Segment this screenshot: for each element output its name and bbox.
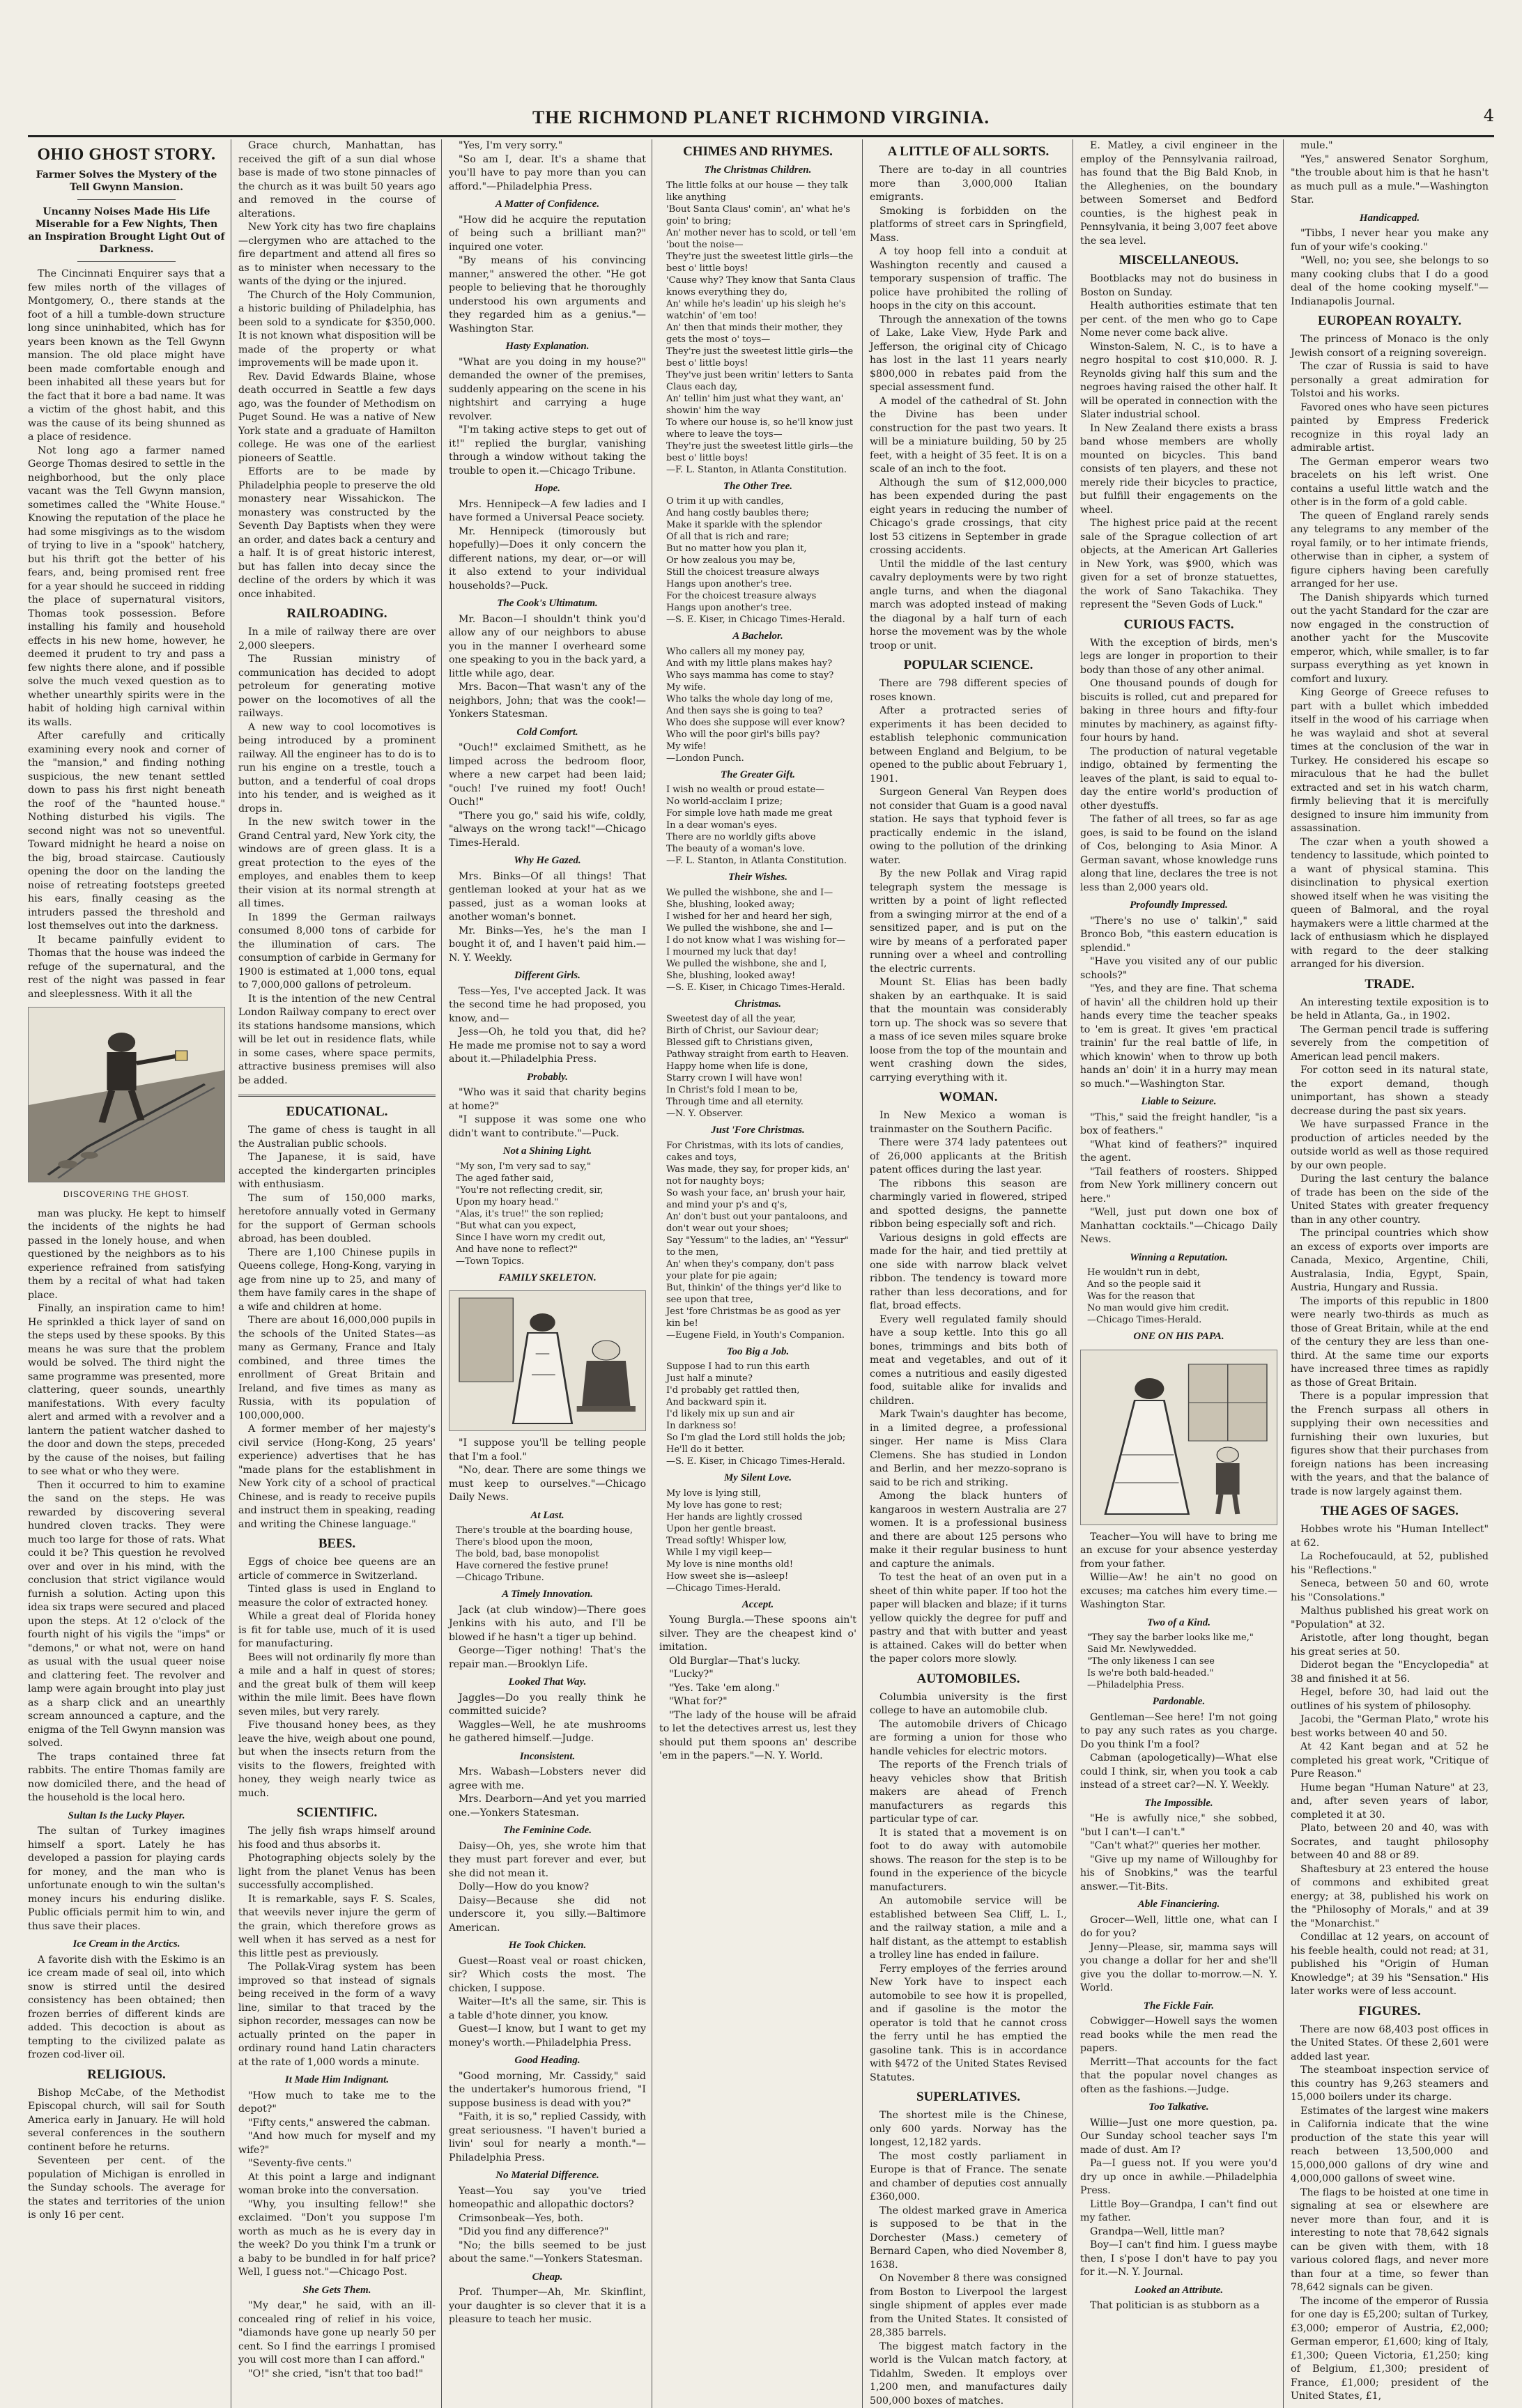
- column-1: [28, 139, 231, 2408]
- article-paragraph: "I suppose it was some one who didn't want to contribute."—Puck.: [449, 1113, 646, 1141]
- article-paragraph: Aristotle, after long thought, began his great series at 50.: [1291, 1632, 1489, 1659]
- subheading: Good Heading.: [449, 2054, 646, 2068]
- article-paragraph: That politician is as stubborn as a: [1080, 2299, 1277, 2313]
- article-paragraph: The most costly parliament in Europe is that of France. The senate and chamber of deputies cost annually £360,000.: [870, 2150, 1067, 2205]
- article-paragraph: The flags to be hoisted at one time in signaling at sea or elsewhere are never more than four, and it is interesting to note that 78,642 signals can be given with them, with 18 various colored flags, and never more than four at a time, so fewer than 78,642 signals can be given.: [1291, 2186, 1489, 2295]
- column-6: [1080, 139, 1284, 2408]
- verse: We pulled the wishbone, she and I— She, blushing, looked away; I wished for her and heard her sigh, We pulled the wishbone, she and I— I do not know what I was wishing for— I mourned my luck that day! We pulled the wishbone, she and I, She, blushing, looked away! —S. E. Kiser, in Chicago Times-Herald.: [659, 887, 856, 994]
- subheading: Too Talkative.: [1080, 2101, 1277, 2115]
- article-paragraph: Columbia university is the first college to have an automobile club.: [870, 1691, 1067, 1718]
- article-paragraph: The oldest marked grave in America is supposed to be that in the Dorchester (Mass.) cemetery of Bernard Capen, who died November 8, 1638.: [870, 2205, 1067, 2273]
- article-paragraph: The ribbons this season are charmingly varied in flowered, striped and spotted designs, the pannette ribbon being especially soft and rich.: [870, 1178, 1067, 1232]
- page-columns: [28, 139, 1494, 1937]
- article-paragraph: "So am I, dear. It's a shame that you'll have to pay more than you can afford."—Philadelphia Press.: [449, 153, 646, 194]
- article-paragraph: Winston-Salem, N. C., is to have a negro hospital to cost $10,000. R. J. Reynolds giving half this sum and the negroes having raised the other half. It will be operated in connection with the Slater industrial school.: [1080, 341, 1277, 422]
- article-paragraph: George—Tiger nothing! That's the repair man.—Brooklyn Life.: [449, 1644, 646, 1672]
- article-paragraph: Seventeen per cent. of the population of Michigan is enrolled in the Sunday schools. The average for the states and territories of the union is only 16 per cent.: [28, 2154, 225, 2223]
- subheading: The Christmas Children.: [659, 164, 856, 178]
- article-paragraph: The principal countries which show an excess of exports over imports are Canada, Mexico, Argentine, Chili, Australasia, India, Egypt, Spain, Austria, Hungary and Russia.: [1291, 1227, 1489, 1295]
- article-paragraph: In 1899 the German railways consumed 8,000 tons of carbide for the illumination of cars. The consumption of carbide in Germany for 1900 is estimated at 1,000 tons, equal to 7,000,000 gallons of petroleum.: [238, 911, 436, 993]
- subheading: The Impossible.: [1080, 1797, 1277, 1811]
- article-paragraph: Estimates of the largest wine makers in California indicate that the wine production of the state this year will reach between 13,500,000 and 15,000,000 gallons of dry wine and 4,000,000 gallons of sweet wine.: [1291, 2105, 1489, 2186]
- article-paragraph: Cabman (apologetically)—What else could I think, sir, when you took a cab instead of a street car?—N. Y. Weekly.: [1080, 1752, 1277, 1793]
- article-paragraph: There are to-day in all countries more than 3,000,000 Italian emigrants.: [870, 164, 1067, 205]
- article-paragraph: "No, dear. There are some things we must keep to ourselves."—Chicago Daily News.: [449, 1464, 646, 1505]
- article-paragraph: Five thousand honey bees, as they leave the hive, weigh about one pound, but when the insects return from the visits to the flowers, freighted with honey, they weigh nearly twice as much.: [238, 1719, 436, 1800]
- article-paragraph: The sum of 150,000 marks, heretofore annually voted in Germany for the support of German schools abroad, has been doubled.: [238, 1192, 436, 1247]
- verse: My love is lying still, My love has gone to rest; Her hands are lightly crossed Upon her gentle breast. Tread softly! Whisper low, While I my vigil keep— My love is nine months old! How sweet she is—asleep! —Chicago Times-Herald.: [659, 1488, 856, 1594]
- article-paragraph: Daisy—Because she did not underscore it, you silly.—Baltimore American.: [449, 1894, 646, 1936]
- article-paragraph: man was plucky. He kept to himself the incidents of the nights he had passed in the lonely house, and when questioned by the neighbors as to his experience refrained from satisfying them by a recital of what had taken place.: [28, 1207, 225, 1303]
- article-paragraph: Plato, between 20 and 40, was with Socrates, and taught philosophy between 40 and 88 or 89.: [1291, 1822, 1489, 1863]
- subheading: No Material Difference.: [449, 2169, 646, 2183]
- verse: The little folks at our house — they talk like anything 'Bout Santa Claus' comin', an' what he's goin' to bring; An' mother never has to scold, or tell 'em 'bout the noise— They're just the sweetest little girls—the best o' little boys! 'Cause why? They know that Santa Claus knows everything they do, An' while he's leadin' up his sleigh he's watchin' of 'em too! An' then that minds their mother, they gets the most o' toys— They're just the sweetest little girls—the best o' little boys! They've just been writin' letters to Santa Claus each day, An' tellin' him just what they want, an' showin' him the way To where our house is, so he'll know just where to leave the toys— They're just the sweetest little girls—the best o' little boys! —F. L. Stanton, in Atlanta Constitution.: [659, 180, 856, 476]
- article-paragraph: A former member of her majesty's civil service (Hong-Kong, 25 years' experience) advertises that he has "made plans for the establishment in New York city of a school of practical Chinese, and is ready to receive pupils and instruct them in speaking, reading and writing the Chinese language.": [238, 1423, 436, 1531]
- article-paragraph: Gentleman—See here! I'm not going to pay any such rates as you charge. Do you think I'm a fool?: [1080, 1711, 1277, 1752]
- subheading: Hope.: [449, 482, 646, 496]
- section-heading-chimes-and-rhymes: CHIMES AND RHYMES.: [659, 144, 856, 160]
- article-paragraph: Pa—I guess not. If you were you'd dry up once in awhile.—Philadelphia Press.: [1080, 2157, 1277, 2198]
- article-paragraph: Diderot began the "Encyclopedia" at 38 and finished it at 56.: [1291, 1659, 1489, 1686]
- subheading: Looked an Attribute.: [1080, 2284, 1277, 2298]
- article-paragraph: Mrs. Bacon—That wasn't any of the neighbors, John; that was the cook!—Yonkers Statesman.: [449, 681, 646, 722]
- verse: Who callers all my money pay, And with my little plans makes hay? Who says mamma has come to stay? My wife. Who talks the whole day long of me, And then says she is going to tea? Who does she suppose will ever know? Who will the poor girl's bills pay? My wife! —London Punch.: [659, 646, 856, 764]
- article-paragraph: There are now 68,403 post offices in the United States. Of these 2,601 were added last year.: [1291, 2023, 1489, 2064]
- article-paragraph: Health authorities estimate that ten per cent. of the men who go to Cape Nome never come back alive.: [1080, 300, 1277, 341]
- article-paragraph: Jacobi, the "German Plato," wrote his best works between 40 and 50.: [1291, 1713, 1489, 1741]
- article-paragraph: "What kind of feathers?" inquired the agent.: [1080, 1139, 1277, 1166]
- subheading: Sultan Is the Lucky Player.: [28, 1809, 225, 1823]
- verse: Suppose I had to run this earth Just half a minute? I'd probably get rattled then, And backward spin it. I'd likely mix up sun and air In darkness so! So I'm glad the Lord still holds the job; He'll do it better. —S. E. Kiser, in Chicago Times-Herald.: [659, 1361, 856, 1467]
- article-paragraph: Bootblacks may not do business in Boston on Sunday.: [1080, 272, 1277, 300]
- article-paragraph: "Seventy-five cents.": [238, 2157, 436, 2171]
- subheading: A Timely Innovation.: [449, 1588, 646, 1602]
- column-3: [449, 139, 652, 2408]
- article-paragraph: Photographing objects solely by the light from the planet Venus has been successfully accomplished.: [238, 1852, 436, 1893]
- article-paragraph: During the last century the balance of trade has been on the side of the United States with greater frequency than in any other country.: [1291, 1173, 1489, 1227]
- article-paragraph: "Yes. Take 'em along.": [659, 1682, 856, 1696]
- article-paragraph: The German emperor wears two bracelets on his left wrist. One contains a useful little watch and the other is in the form of a gold cable.: [1291, 456, 1489, 510]
- subheading: A Bachelor.: [659, 630, 856, 644]
- subheading: FAMILY SKELETON.: [449, 1272, 646, 1286]
- article-paragraph: The Danish shipyards which turned out the yacht Standard for the czar are now engaged in the construction of another yacht for the Muscovite emperor, which, while smaller, is to far surpass everything as yet known in comfort and luxury.: [1291, 592, 1489, 687]
- section-heading-figures: FIGURES.: [1291, 2003, 1489, 2019]
- article-paragraph: "And how much for myself and my wife?": [238, 2130, 436, 2157]
- subheading: At Last.: [449, 1509, 646, 1523]
- article-paragraph: The czar of Russia is said to have personally a great admiration for Tolstoi and his works.: [1291, 360, 1489, 401]
- article-paragraph: Hobbes wrote his "Human Intellect" at 62.: [1291, 1523, 1489, 1550]
- article-paragraph: It is the intention of the new Central London Railway company to erect over its stations handsome mansions, which will be let out in residence flats, while in some cases, where space permits, attractive business premises will also be added.: [238, 993, 436, 1088]
- article-paragraph: Not long ago a farmer named George Thomas desired to settle in the neighborhood, but the only place vacant was the Tell Gwynn mansion, sometimes called the "White House." Knowing the reputation of the place he had some misgivings as to the wisdom of trying to live in a "spook" hatchery, but his thrift got the better of his fears, and, being promised rent free for a year should he succeed in ridding the place of supernatural visitors, Thomas took possession. Before installing his family and household effects in his new home, however, he deemed it prudent to try and pass a few nights there alone, and if possible solve the much vexed question as to whether unearthly spirits were in the habit of holding high carnival within its walls.: [28, 445, 225, 730]
- article-paragraph: Tess—Yes, I've accepted Jack. It was the second time he had proposed, you know, and—: [449, 985, 646, 1026]
- article-paragraph: Until the middle of the last century cavalry deployments were by two right angle turns, and when the diagonal march was adopted instead of making the diagonal by a half turn of each horse the movement was by the whole troop or unit.: [870, 558, 1067, 654]
- article-paragraph: The traps contained three fat rabbits. The entire Thomas family are now domiciled there, and the head of the household is the local hero.: [28, 1751, 225, 1805]
- subheading: Cheap.: [449, 2271, 646, 2285]
- article-paragraph: Yeast—You say you've tried homeopathic and allopathic doctors?: [449, 2185, 646, 2212]
- subheading: ONE ON HIS PAPA.: [1080, 1330, 1277, 1344]
- article-paragraph: "This," said the freight handler, "is a box of feathers.": [1080, 1111, 1277, 1139]
- article-paragraph: "Tail feathers of roosters. Shipped from New York millinery concern out here.": [1080, 1166, 1277, 1207]
- article-paragraph: "There you go," said his wife, coldly, "always on the wrong tack!"—Chicago Times-Herald.: [449, 810, 646, 851]
- article-paragraph: "Have you visited any of our public schools?": [1080, 955, 1277, 982]
- ghost-story-deck: Farmer Solves the Mystery of the Tell Gwynn Mansion.: [28, 169, 225, 194]
- subheading: A Matter of Confidence.: [449, 198, 646, 212]
- article-paragraph: E. Matley, a civil engineer in the employ of the Pennsylvania railroad, has found that the Big Bald Knob, in the Alleghenies, on the boundary between Somerset and Bedford counties, is the highest peak in Pennsylvania, it being 3,007 feet above the sea level.: [1080, 139, 1277, 248]
- article-paragraph: Hume began "Human Nature" at 23, and, after seven years of labor, completed it at 30.: [1291, 1782, 1489, 1823]
- article-paragraph: The Russian ministry of communication has decided to adopt petroleum for generating motive power on the locomotives of all the railways.: [238, 653, 436, 721]
- article-paragraph: The game of chess is taught in all the Australian public schools.: [238, 1124, 436, 1151]
- verse: I wish no wealth or proud estate— No world-acclaim I prize; For simple love hath made me great In a dear woman's eyes. There are no worldly gifts above The beauty of a woman's love. —F. L. Stanton, in Atlanta Constitution.: [659, 784, 856, 867]
- article-paragraph: There are 798 different species of roses known.: [870, 677, 1067, 704]
- article-paragraph: Efforts are to be made by Philadelphia people to preserve the old monastery near Wissahickon. The monastery was constructed by the Seventh Day Baptists when they were an order, and dates back a century and a half. It is of great historic interest, but has fallen into decay since the decline of the orders by which it was once inhabited.: [238, 465, 436, 601]
- article-paragraph: "Did you find any difference?": [449, 2225, 646, 2239]
- article-paragraph: "Well, no; you see, she belongs to so many cooking clubs that I do a good deal of the home cooking myself."—Indianapolis Journal.: [1291, 254, 1489, 309]
- article-paragraph: "Lucky?": [659, 1668, 856, 1682]
- family-skeleton-illustration: [449, 1290, 646, 1431]
- divider: [238, 1095, 436, 1097]
- article-paragraph: Shaftesbury at 23 entered the house of commons and exhibited great energy; at 38, published his work on the "Philosophy of Morals," and at 39 the "Monarchist.": [1291, 1863, 1489, 1931]
- article-paragraph: Mr. Binks—Yes, he's the man I bought it of, and I haven't paid him.—N. Y. Weekly.: [449, 925, 646, 966]
- subheading: He Took Chicken.: [449, 1939, 646, 1953]
- article-paragraph: Mrs. Wabash—Lobsters never did agree with me.: [449, 1766, 646, 1793]
- column-2: [238, 139, 442, 2408]
- masthead: [28, 105, 1494, 137]
- subheading: My Silent Love.: [659, 1472, 856, 1485]
- article-paragraph: Guest—I know, but I want to get my money's worth.—Philadelphia Press.: [449, 2023, 646, 2050]
- article-paragraph: Mrs. Binks—Of all things! That gentleman looked at your hat as we passed, just as a woman looks at another woman's bonnet.: [449, 870, 646, 925]
- article-paragraph: Tinted glass is used in England to measure the color of extracted honey.: [238, 1583, 436, 1610]
- article-paragraph: "Tibbs, I never hear you make any fun of your wife's cooking.": [1291, 227, 1489, 254]
- article-paragraph: "Yes, and they are fine. That schema of havin' all the children hold up their hands every time the teacher speaks to 'em is great. It gives 'em practical trainin' fur the real battle of life, in which knowin' when to throw up both hands an' doin' it in a hurry may mean so much."—Washington Star.: [1080, 982, 1277, 1091]
- article-paragraph: The queen of England rarely sends any telegrams to any member of the royal family, or to her intimate friends, otherwise than in cipher, a system of figure ciphers having been carefully arranged for her use.: [1291, 510, 1489, 592]
- article-paragraph: "Yes," answered Senator Sorghum, "the trouble about him is that he hasn't as much pull as a mule."—Washington Star.: [1291, 153, 1489, 208]
- article-paragraph: There were 374 lady patentees out of 26,000 applicants at the British patent offices during the last year.: [870, 1136, 1067, 1178]
- article-paragraph: The German pencil trade is suffering severely from the competition of American lead pencil makers.: [1291, 1024, 1489, 1065]
- article-paragraph: After a protracted series of experiments it has been decided to establish telephonic communication between England and Belgium, to be opened to the public about February 1, 1901.: [870, 704, 1067, 786]
- article-paragraph: The Pollak-Virag system has been improved so that instead of signals being received in the form of a wavy line, similar to that traced by the siphon recorder, messages can now be actually printed on the paper in ordinary round hand Latin characters at the rate of 1,000 words a minute.: [238, 1961, 436, 2069]
- article-paragraph: Seneca, between 50 and 60, wrote his "Consolations.": [1291, 1577, 1489, 1605]
- divider: [77, 199, 176, 200]
- article-paragraph: Merritt—That accounts for the fact that the popular novel changes as often as the fashions.—Judge.: [1080, 2056, 1277, 2097]
- verse: "They say the barber looks like me," Said Mr. Newlywedded. "The only likeness I can see Is we're both bald-headed." —Philadelphia Press.: [1080, 1632, 1277, 1691]
- article-paragraph: The steamboat inspection service of this country has 9,263 steamers and 15,000 boilers under its charge.: [1291, 2064, 1489, 2105]
- one-on-his-papa-illustration: [1080, 1350, 1277, 1525]
- article-paragraph: An automobile service will be established between Sea Cliff, L. I., and the railway station, a mile and a half distant, as the attempt to establish a trolley line has ended in failure.: [870, 1894, 1067, 1963]
- article-paragraph: Waiter—It's all the same, sir. This is a table d'hote dinner, you know.: [449, 1996, 646, 2023]
- section-heading-scientific: SCIENTIFIC.: [238, 1805, 436, 1821]
- article-paragraph: "O!" she cried, "isn't that too bad!": [238, 2368, 436, 2382]
- article-paragraph: "Who was it said that charity begins at home?": [449, 1086, 646, 1113]
- article-paragraph: Willie—Just one more question, pa. Our Sunday school teacher says I'm made of dust. Am I?: [1080, 2117, 1277, 2158]
- subheading: Profoundly Impressed.: [1080, 899, 1277, 913]
- article-paragraph: With the exception of birds, men's legs are longer in proportion to their body than those of any other animal.: [1080, 637, 1277, 678]
- ghost-story-subdeck: Uncanny Noises Made His Life Miserable for a Few Nights, Then an Inspiration Brought Light Out of Darkness.: [28, 206, 225, 256]
- subheading: Handicapped.: [1291, 212, 1489, 226]
- subheading: Not a Shining Light.: [449, 1145, 646, 1159]
- article-paragraph: Surgeon General Van Reypen does not consider that Guam is a good naval station. He says that typhoid fever is practically endemic in the island, owing to the pollution of the drinking water.: [870, 786, 1067, 867]
- one-on-his-papa-drawing: [1081, 1350, 1277, 1525]
- article-paragraph: The production of natural vegetable indigo, obtained by fermenting the leaves of the plant, is said to equal to-day the entire world's production of other dyestuffs.: [1080, 746, 1277, 814]
- article-paragraph: While a great deal of Florida honey is fit for table use, much of it is used for manufacturing.: [238, 1610, 436, 1651]
- article-paragraph: The reports of the French trials of heavy vehicles show that British makers are ahead of French manufacturers as regards this particular type of car.: [870, 1759, 1067, 1827]
- article-paragraph: The income of the emperor of Russia for one day is £5,200; sultan of Turkey, £3,000; emperor of Austria, £2,000; German emperor, £1,600; king of Italy, £1,300; Queen Victoria, £1,250; king of Belgium, £1,300; president of France, £1,000; president of the United States, £1,: [1291, 2295, 1489, 2404]
- subheading: Their Wishes.: [659, 871, 856, 885]
- article-paragraph: In the new switch tower in the Grand Central yard, New York city, the windows are of green glass. It is a great protection to the eyes of the employes, and enables them to keep their vision at its normal strength at all times.: [238, 816, 436, 911]
- article-paragraph: A toy hoop fell into a conduit at Washington recently and caused a temporary suspension of traffic. The police have prohibited the rolling of hoops in the city on this account.: [870, 245, 1067, 314]
- article-paragraph: Crimsonbeak—Yes, both.: [449, 2212, 646, 2226]
- article-paragraph: Favored ones who have seen pictures painted by Empress Frederick recognize in this royal lady an admirable artist.: [1291, 401, 1489, 456]
- section-heading-superlatives: SUPERLATIVES.: [870, 2089, 1067, 2105]
- article-paragraph: "The lady of the house will be afraid to let the detectives arrest us, lest they should put them spoons an' describe 'em in the papers."—N. Y. World.: [659, 1709, 856, 1763]
- article-paragraph: It became painfully evident to Thomas that the house was indeed the refuge of the supernatural, and the rest of the night was passed in fear and sleeplessness. With it all the: [28, 934, 225, 1002]
- article-paragraph: The princess of Monaco is the only Jewish consort of a reigning sovereign.: [1291, 333, 1489, 360]
- subheading: Probably.: [449, 1071, 646, 1085]
- article-paragraph: At 42 Kant began and at 52 he completed his great work, "Critique of Pure Reason.": [1291, 1741, 1489, 1782]
- article-paragraph: Every well regulated family should have a soup kettle. Into this go all bones, trimmings and bits both of meat and vegetables, and out of it comes a nutritious and easily digested food, suitable alike for invalids and children.: [870, 1313, 1067, 1409]
- article-paragraph: "I suppose you'll be telling people that I'm a fool.": [449, 1437, 646, 1464]
- section-heading-automobiles: AUTOMOBILES.: [870, 1671, 1067, 1687]
- article-paragraph: At this point a large and indignant woman broke into the conversation.: [238, 2171, 436, 2198]
- article-paragraph: The father of all trees, so far as age goes, is said to be found on the island of Cos, belonging to Asia Minor. A German savant, whose knowledge runs along that line, declares the tree is not less than 2,000 years old.: [1080, 813, 1277, 895]
- article-paragraph: The automobile drivers of Chicago are forming a union for those who handle vehicles for electric motors.: [870, 1718, 1067, 1759]
- article-paragraph: Mrs. Hennipeck—A few ladies and I have formed a Universal Peace society.: [449, 498, 646, 525]
- article-paragraph: Mount St. Elias has been badly shaken by an earthquake. It is said that the mountain was considerably torn up. The shock was so severe that a mass of ice seven miles square broke loose from the top of the mountain and went crashing down the sides, carrying everything with it.: [870, 976, 1067, 1085]
- subheading: Able Financiering.: [1080, 1898, 1277, 1912]
- article-paragraph: It is stated that a movement is on foot to do away with automobile shows. The reason for the step is to be found in the experience of the bicycle manufacturers.: [870, 1827, 1067, 1895]
- article-paragraph: "Faith, it is so," replied Cassidy, with great seriousness. "I haven't buried a livin' soul for nearly a month."—Philadelphia Press.: [449, 2110, 646, 2165]
- article-paragraph: There are 1,100 Chinese pupils in Queens college, Hong-Kong, varying in age from nine up to 25, and many of them have family cares in the shape of a wife and children at home.: [238, 1247, 436, 1315]
- section-heading-bees: BEES.: [238, 1536, 436, 1552]
- verse: He wouldn't run in debt, And so the people said it Was for the reason that No man would give him credit. —Chicago Times-Herald.: [1080, 1267, 1277, 1326]
- article-paragraph: "There's no use o' talkin'," said Bronco Bob, "this eastern education is splendid.": [1080, 915, 1277, 956]
- article-paragraph: A new way to cool locomotives is being introduced by a prominent railway. All the engineer has to do is to run his engine on a trestle, touch a button, and a tenderful of coal drops into his tender, and is weighed as it drops in.: [238, 721, 436, 817]
- article-paragraph: Eggs of choice bee queens are an article of commerce in Switzerland.: [238, 1556, 436, 1583]
- article-paragraph: The highest price paid at the recent sale of the Sprague collection of art objects, at the American Art Galleries in New York, was $900, which was given for a set of bronze statuettes, the work of Sano Takachika. They represent the "Seven Gods of Luck.": [1080, 517, 1277, 612]
- article-paragraph: In New Zealand there exists a brass band whose members are wholly mounted on bicycles. This band consists of ten players, and these not merely ride their bicycles to practice, but fulfill their engagements on the wheel.: [1080, 422, 1277, 518]
- article-paragraph: In New Mexico a woman is trainmaster on the Southern Pacific.: [870, 1109, 1067, 1136]
- article-paragraph: On November 8 there was consigned from Boston to Liverpool the largest single shipment of apples ever made from the United States. It consisted of 28,385 barrels.: [870, 2272, 1067, 2340]
- ghost-illustration-caption: DISCOVERING THE GHOST.: [28, 1188, 225, 1202]
- article-paragraph: Bees will not ordinarily fly more than a mile and a half in quest of stores; and the great bulk of them will keep within the mile limit. Bees have flown seven miles, but very rarely.: [238, 1651, 436, 1720]
- section-heading-religious: RELIGIOUS.: [28, 2067, 225, 2083]
- article-paragraph: New York city has two fire chaplains—clergymen who are attached to the fire department and attend all fires so as to minister when necessary to the wants of the dying or the injured.: [238, 221, 436, 289]
- article-paragraph: Grandpa—Well, little man?: [1080, 2225, 1277, 2239]
- article-paragraph: "Well, just put down one box of Manhattan cocktails."—Chicago Daily News.: [1080, 1206, 1277, 1247]
- subheading: Liable to Seizure.: [1080, 1095, 1277, 1109]
- article-paragraph: The Church of the Holy Communion, a historic building of Philadelphia, has been sold to a syndicate for $350,000. It is not known what disposition will be made of the property or what improvements will be made upon it.: [238, 289, 436, 371]
- ghost-story-headline: OHIO GHOST STORY.: [28, 145, 225, 164]
- section-heading-all-sorts: A LITTLE OF ALL SORTS.: [870, 144, 1067, 160]
- subheading: Cold Comfort.: [449, 726, 646, 740]
- article-paragraph: Mr. Bacon—I shouldn't think you'd allow any of our neighbors to abuse you in the manner I overheard some one speaking to you in the back yard, a little while ago, dear.: [449, 613, 646, 681]
- article-paragraph: Hegel, before 30, had laid out the outlines of his system of philosophy.: [1291, 1686, 1489, 1713]
- article-paragraph: Grace church, Manhattan, has received the gift of a sun dial whose base is made of two stone pinnacles of the church as it was built 50 years ago and removed in the course of alterations.: [238, 139, 436, 221]
- article-paragraph: The biggest match factory in the world is the Vulcan match factory, at Tidahlm, Sweden. It employs over 1,200 men, and manufactures daily 500,000 boxes of matches.: [870, 2340, 1067, 2408]
- article-paragraph: An interesting textile exposition is to be held in Atlanta, Ga., in 1902.: [1291, 996, 1489, 1024]
- article-paragraph: "Yes, I'm very sorry.": [449, 139, 646, 153]
- article-paragraph: The sultan of Turkey imagines himself a sport. Lately he has developed a passion for playing cards for money, and the man who is unfortunate enough to win the sultan's money incurs his enduring dislike. Public officials permit him to win, and thus save their places.: [28, 1825, 225, 1934]
- article-paragraph: Boy—I can't find him. I guess maybe then, I s'pose I don't have to pay you for it.—N. Y. Journal.: [1080, 2239, 1277, 2280]
- article-paragraph: Jenny—Please, sir, mamma says will you change a dollar for her and she'll give you the dollar to-morrow.—N. Y. World.: [1080, 1941, 1277, 1996]
- divider: [77, 261, 176, 262]
- subheading: Accept.: [659, 1598, 856, 1612]
- article-paragraph: To test the heat of an oven put in a sheet of thin white paper. If too hot the paper will blacken and blaze; if it turns yellow quickly the degree for puff and pastry and that with butter and yeast is attained. Cakes will do better when the paper colors more slowly.: [870, 1571, 1067, 1667]
- article-paragraph: "Give up my name of Willoughby for his of Snobkins," was the tearful answer.—Tit-Bits.: [1080, 1853, 1277, 1894]
- article-paragraph: It is remarkable, says F. S. Scales, that weevils never injure the germ of the grain, which therefore grows as well when it has served as a nest for this little pest as previously.: [238, 1893, 436, 1961]
- article-paragraph: "By means of his convincing manner," answered the other. "He got people to believing that he thoroughly understood his own arguments and they regarded him as a genius."—Washington Star.: [449, 254, 646, 336]
- article-paragraph: The shortest mile is the Chinese, only 600 yards. Norway has the longest, 12,182 yards.: [870, 2109, 1067, 2150]
- article-paragraph: For cotton seed in its natural state, the export demand, though unimportant, has shown a steady decrease during the past six years.: [1291, 1064, 1489, 1118]
- verse: "My son, I'm very sad to say," The aged father said, "You're not reflecting credit, sir, Upon my hoary head." "Alas, it's true!" the son replied; "But what can you expect, Since I have worn my credit out, And have none to reflect?" —Town Topics.: [449, 1161, 646, 1267]
- article-paragraph: Willie—Aw! he ain't no good on excuses; ma catches him every time.—Washington Star.: [1080, 1571, 1277, 1612]
- section-heading-popular-science: POPULAR SCIENCE.: [870, 657, 1067, 673]
- subheading: Two of a Kind.: [1080, 1616, 1277, 1630]
- subheading: Looked That Way.: [449, 1676, 646, 1690]
- article-paragraph: Grocer—Well, little one, what can I do for you?: [1080, 1914, 1277, 1941]
- subheading: Inconsistent.: [449, 1750, 646, 1764]
- subheading: The Cook's Ultimatum.: [449, 597, 646, 611]
- column-5: [870, 139, 1073, 2408]
- article-paragraph: The Japanese, it is said, have accepted the kindergarten principles with enthusiasm.: [238, 1151, 436, 1192]
- article-paragraph: By the new Pollak and Virag rapid telegraph system the message is written by a point of light reflected from a swinging mirror at the end of a sensitized paper, and is put on the wire by means of a perforated paper running over a wheel and controlling the electric currents.: [870, 867, 1067, 976]
- article-paragraph: Condillac at 12 years, on account of his feeble health, could not read; at 31, published his "Origin of Human Knowledge"; at 39 his "Sensation." His later works were of less account.: [1291, 1931, 1489, 1999]
- article-paragraph: The Cincinnati Enquirer says that a few miles north of the villages of Montgomery, O., there stands at the foot of a hill a tumble-down structure long since uninhabited, which has for years been known as the Tell Gwynn mansion. The old place might have been made comfortable enough and been inhabited all these years but for the fact that it bore a bad name. It was a victim of the ghost habit, and this was the cause of its being shunned as a place of residence.: [28, 268, 225, 445]
- article-paragraph: After carefully and critically examining every nook and corner of the "mansion," and finding nothing suspicious, the new tenant settled down to pass his first night beneath the roof of the "haunted house." Nothing disturbed his vigils. The second night was not so uneventful. Toward midnight he heard a noise on the big, broad staircase. Cautiously opening the door on the landing the noise of retreating footsteps greeted his ears, finally ceasing as the intruders passed the threshold and lost themselves out into the darkness.: [28, 730, 225, 934]
- article-paragraph: "Why, you insulting fellow!" she exclaimed. "Don't you suppose I'm worth as much as he is every day in the week? Do you think I'm a trunk or a baby to be bundled in for half price? Well, I guess not."—Chicago Post.: [238, 2198, 436, 2280]
- subheading: The Other Tree.: [659, 480, 856, 494]
- subheading: Christmas.: [659, 998, 856, 1012]
- ghost-illustration: [28, 1007, 225, 1182]
- article-paragraph: "Can't what?" queries her mother.: [1080, 1839, 1277, 1853]
- article-paragraph: Jess—Oh, he told you that, did he? He made me promise not to say a word about it.—Philadelphia Press.: [449, 1026, 646, 1067]
- section-heading-european-royalty: EUROPEAN ROYALTY.: [1291, 313, 1489, 329]
- article-paragraph: Smoking is forbidden on the platforms of street cars in Springfield, Mass.: [870, 205, 1067, 246]
- column-4: [659, 139, 863, 2408]
- article-paragraph: In a mile of railway there are over 2,000 sleepers.: [238, 626, 436, 653]
- article-paragraph: The czar when a youth showed a tendency to lassitude, which pointed to a want of physical stamina. This disinclination to physical exertion showed itself when he was visiting the queen of Balmoral, and the royal haymakers were a little charmed at the lack of enthusiasm which he displayed with regard to the deer stalking arranged for his diversion.: [1291, 836, 1489, 972]
- article-paragraph: Dolly—How do you know?: [449, 1881, 646, 1894]
- article-paragraph: There are about 16,000,000 pupils in the schools of the United States—as many as Germany, France and Italy combined, and three times the enrollment of Great Britain and Ireland, and five times as many as Russia, with its population of 100,000,000.: [238, 1314, 436, 1423]
- article-paragraph: Finally, an inspiration came to him! He sprinkled a thick layer of sand on the steps used by these spooks. By this means he was sure that the problem would be solved. The third night the same programme was presented, more clattering, queer sounds, unearthly manifestations. With every faculty alert and armed with a revolver and a lantern the patient watcher dashed to the door and down the steps, preceded by the cause of the noises, but failing to see what or who they were.: [28, 1302, 225, 1479]
- subheading: Why He Gazed.: [449, 854, 646, 868]
- section-heading-educational: EDUCATIONAL.: [238, 1104, 436, 1120]
- verse: There's trouble at the boarding house, There's blood upon the moon, The bold, bad, base monopolist Have cornered the festive prune! —Chicago Tribune.: [449, 1525, 646, 1584]
- article-paragraph: Young Burgla.—These spoons ain't silver. They are the cheapest kind o' imitation.: [659, 1614, 856, 1655]
- section-heading-curious-facts: CURIOUS FACTS.: [1080, 617, 1277, 633]
- article-paragraph: Mrs. Dearborn—And yet you married one.—Yonkers Statesman.: [449, 1793, 646, 1820]
- article-paragraph: Mark Twain's daughter has become, in a limited degree, a professional singer. Her name is Miss Clara Clemens. She has studied in London and Berlin, and her mezzo-soprano is said to be rich and striking.: [870, 1408, 1067, 1490]
- article-paragraph: "No; the bills seemed to be just about the same."—Yonkers Statesman.: [449, 2239, 646, 2267]
- article-paragraph: "Fifty cents," answered the cabman.: [238, 2117, 436, 2131]
- article-paragraph: "My dear," he said, with an ill-concealed ring of relief in his voice, "diamonds have gone up nearly 50 per cent. So I find the earrings I promised you will cost more than I can afford.": [238, 2299, 436, 2368]
- section-heading-ages-of-sages: THE AGES OF SAGES.: [1291, 1503, 1489, 1519]
- article-paragraph: Little Boy—Grandpa, I can't find out my father.: [1080, 2198, 1277, 2225]
- article-paragraph: Among the black hunters of kangaroos in western Australia are 27 women. It is a professional business and there are about 125 persons who make it their regular business to hunt and capture the animals.: [870, 1490, 1067, 1571]
- article-paragraph: We have surpassed France in the production of articles needed by the outside world as well as those required by our own people.: [1291, 1118, 1489, 1173]
- column-7: [1291, 139, 1494, 2408]
- subheading: Pardonable.: [1080, 1695, 1277, 1709]
- article-paragraph: "Ouch!" exclaimed Smithett, as he limped across the bedroom floor, where a new carpet had been laid; "ouch! I've ruined my foot! Ouch! Ouch!": [449, 741, 646, 810]
- article-paragraph: A favorite dish with the Eskimo is an ice cream made of seal oil, into which snow is stirred until the desired consistency has been obtained; then frozen berries of different kinds are added. This decoction is about as tempting to the civilized palate as frozen cod-liver oil.: [28, 1954, 225, 2062]
- ghost-illustration-drawing: [29, 1008, 224, 1182]
- article-paragraph: "He is awfully nice," she sobbed, "but I can't—I can't.": [1080, 1812, 1277, 1839]
- article-paragraph: Teacher—You will have to bring me an excuse for your absence yesterday from your father.: [1080, 1531, 1277, 1572]
- family-skeleton-drawing: [449, 1291, 645, 1430]
- article-paragraph: Daisy—Oh, yes, she wrote him that they must part forever and ever, but she did not mean it.: [449, 1840, 646, 1881]
- subheading: Hasty Explanation.: [449, 340, 646, 354]
- article-paragraph: "How much to take me to the depot?": [238, 2090, 436, 2117]
- article-paragraph: Although the sum of $12,000,000 has been expended during the past eight years in reducing the number of Chicago's grade crossings, that city lost 53 citizens in September in grade crossing accidents.: [870, 477, 1067, 558]
- subheading: It Made Him Indignant.: [238, 2074, 436, 2087]
- article-paragraph: Various designs in gold effects are made for the hair, and tied prettily at one side with narrow black velvet ribbon. The tendency is toward more rather than less decorations, and for flat, broad effects.: [870, 1232, 1067, 1313]
- subheading: Different Girls.: [449, 969, 646, 983]
- article-paragraph: Prof. Thumper—Ah, Mr. Skinflint, your daughter is so clever that it is a pleasure to teach her music.: [449, 2286, 646, 2327]
- verse: For Christmas, with its lots of candies, cakes and toys, Was made, they say, for proper kids, an' not for naughty boys; So wash your face, an' brush your hair, and mind your p's and q's, An' don't bust out your pantaloons, and don't wear out your shoes; Say "Yessum" to the ladies, an' "Yessur" to the men, An' when they's company, don't pass your plate for pie again; But, thinkin' of the things yer'd like to see upon that tree, Jest 'fore Christmas be as good as yer kin be! —Eugene Field, in Youth's Companion.: [659, 1140, 856, 1341]
- article-paragraph: Cobwigger—Howell says the women read books while the men read the papers.: [1080, 2015, 1277, 2056]
- article-paragraph: Guest—Roast veal or roast chicken, sir? Which costs the most. The chicken, I suppose.: [449, 1955, 646, 1996]
- article-paragraph: Old Burglar—That's lucky.: [659, 1655, 856, 1669]
- section-heading-railroading: RAILROADING.: [238, 605, 436, 622]
- verse: Sweetest day of all the year, Birth of Christ, our Saviour dear; Blessed gift to Christians given, Pathway straight from earth to Heaven. Happy home when life is done, Starry crown I will have won! In Christ's fold I mean to be, Through time and all eternity. —N. Y. Observer.: [659, 1013, 856, 1120]
- article-paragraph: "How did he acquire the reputation of being such a brilliant man?" inquired one voter.: [449, 214, 646, 255]
- newspaper-title: THE RICHMOND PLANET RICHMOND VIRGINIA.: [28, 107, 1494, 128]
- subheading: The Greater Gift.: [659, 769, 856, 782]
- verse: O trim it up with candles, And hang costly baubles there; Make it sparkle with the splendor Of all that is rich and rare; But no matter how you plan it, Or how zealous you may be, Still the choicest treasure always Hangs upon another's tree. For the choicest treasure always Hangs upon another's tree. —S. E. Kiser, in Chicago Times-Herald.: [659, 495, 856, 626]
- page-number: 4: [1484, 106, 1494, 125]
- article-paragraph: "What for?": [659, 1695, 856, 1709]
- subheading: The Feminine Code.: [449, 1824, 646, 1838]
- article-paragraph: Bishop McCabe, of the Methodist Episcopal church, will sail for South America early in January. He will hold several conferences in the southern continent before he returns.: [28, 2087, 225, 2155]
- subheading: Just 'Fore Christmas.: [659, 1124, 856, 1138]
- article-paragraph: Waggles—Well, he ate mushrooms he gathered himself.—Judge.: [449, 1719, 646, 1746]
- article-paragraph: "I'm taking active steps to get out of it!" replied the burglar, vanishing through a window without taking the trouble to open it.—Chicago Tribune.: [449, 424, 646, 478]
- article-paragraph: Jack (at club window)—There goes Jenkins with his auto, and I'll be blowed if he hasn't a tiger up behind.: [449, 1604, 646, 1645]
- subheading: She Gets Them.: [238, 2284, 436, 2298]
- article-paragraph: Jaggles—Do you really think he committed suicide?: [449, 1692, 646, 1719]
- article-paragraph: The imports of this republic in 1800 were nearly two-thirds as much as those of Great Britain, while at the end of the century they are less than one-third. At the same time our exports have increased three times as rapidly as those of Great Britain.: [1291, 1295, 1489, 1391]
- article-paragraph: Mr. Hennipeck (timorously but hopefully)—Does it only concern the different nations, my dear, or—or will it also extend to your individual households?—Puck.: [449, 525, 646, 594]
- subheading: The Fickle Fair.: [1080, 2000, 1277, 2014]
- section-heading-woman: WOMAN.: [870, 1089, 1067, 1105]
- section-heading-trade: TRADE.: [1291, 976, 1489, 992]
- article-paragraph: Ferry employes of the ferries around New York have to inspect each automobile to see how it is propelled, and if gasoline is the motor the operator is told that he cannot cross the ferry until he has emptied the gasoline tank. This is in accordance with §472 of the United States Revised Statutes.: [870, 1963, 1067, 2085]
- subheading: Winning a Reputation.: [1080, 1251, 1277, 1265]
- article-paragraph: "Good morning, Mr. Cassidy," said the undertaker's humorous friend, "I suppose business is dead with you?": [449, 2070, 646, 2111]
- article-paragraph: mule.": [1291, 139, 1489, 153]
- article-paragraph: One thousand pounds of dough for biscuits is rolled, cut and prepared for baking in three hours and fifty-four minutes by machinery, as against fifty-four hours by hand.: [1080, 677, 1277, 746]
- article-paragraph: La Rochefoucauld, at 52, published his "Reflections.": [1291, 1550, 1489, 1577]
- article-paragraph: Then it occurred to him to examine the sand on the steps. He was rewarded by discovering several hundred cloven tracks. They were much too large for those of rats. What could it be? This question he revolved over and over in his mind, with the conclusion that strict vigilance would furnish a solution. Acting upon this idea six traps were secured and placed upon the steps. At 12 o'clock of the fourth night of his vigils the "imps" or "demons," or what not, were on hand as usual with the usual queer noise and clattering feet. The revolver and lamp were again brought into play just as a sharp click and an unearthly scream announced a capture, and the enigma of the Tell Gwynn mansion was solved.: [28, 1479, 225, 1751]
- article-paragraph: Through the annexation of the towns of Lake, Lake View, Hyde Park and Jefferson, the original city of Chicago has lost in the last 11 years nearly $800,000 in rebates paid from the special assessment fund.: [870, 314, 1067, 395]
- article-paragraph: "What are you doing in my house?" demanded the owner of the premises, suddenly appearing on the scene in his nightshirt and carrying a huge revolver.: [449, 356, 646, 424]
- subheading: Ice Cream in the Arctics.: [28, 1938, 225, 1952]
- section-heading-miscellaneous: MISCELLANEOUS.: [1080, 252, 1277, 268]
- article-paragraph: King George of Greece refuses to part with a bullet which imbedded itself in the wood of his carriage when he was waylaid and shot at several times at the conclusion of the war in Turkey. He considered his escape so miraculous that he had the bullet extracted and set in his watch charm, firmly believing that it is mercifully designed to insure him immunity from assassination.: [1291, 686, 1489, 836]
- article-paragraph: A model of the cathedral of St. John the Divine has been under construction for the past two years. It will be a miniature building, 50 by 25 feet, with a height of 35 feet. It is on a scale of an inch to the foot.: [870, 395, 1067, 477]
- article-paragraph: Rev. David Edwards Blaine, whose death occurred in Seattle a few days ago, was the founder of Methodism on Puget Sound. He was a native of New York state and a graduate of Hamilton college. He was one of the earliest pioneers of Seattle.: [238, 371, 436, 466]
- subheading: Too Big a Job.: [659, 1345, 856, 1359]
- article-paragraph: Malthus published his great work on "Population" at 32.: [1291, 1605, 1489, 1632]
- article-paragraph: There is a popular impression that the French surpass all others in supplying their own necessities and furnishing their own luxuries, but figures show that their purchases from foreign nations has been increasing with the years, and that the balance of trade is now largely against them.: [1291, 1390, 1489, 1499]
- article-paragraph: The jelly fish wraps himself around his food and thus absorbs it.: [238, 1825, 436, 1852]
